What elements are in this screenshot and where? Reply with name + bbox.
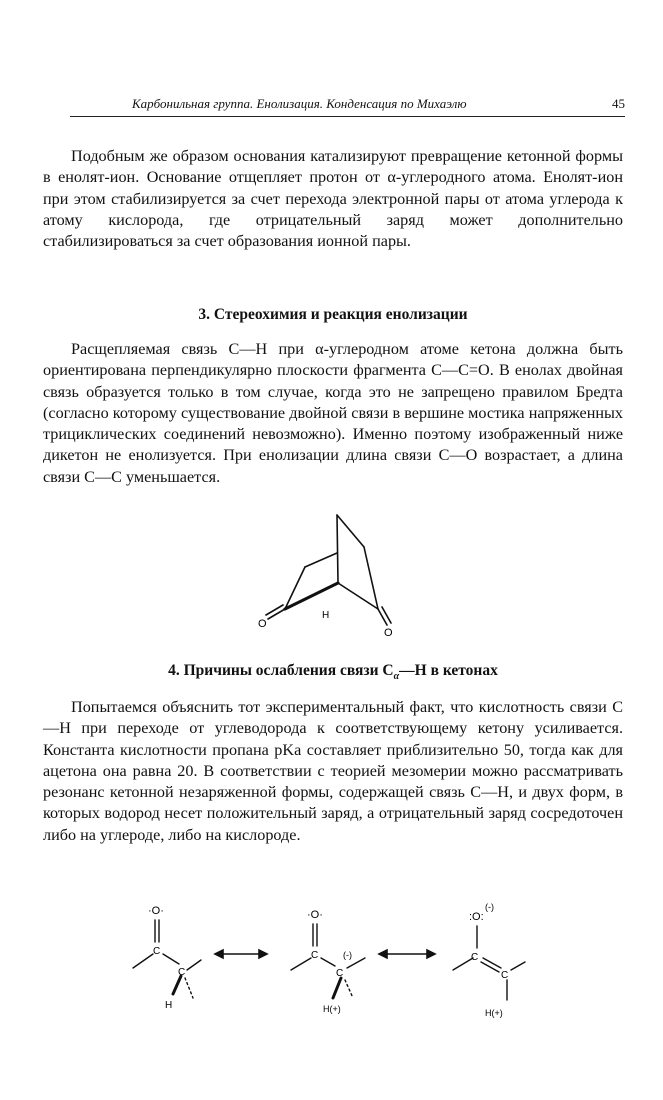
- form3-carbon-1: C: [471, 952, 479, 963]
- carbonyl-bond-right-2: [382, 607, 391, 623]
- ring-bond-lower-right: [338, 583, 378, 609]
- form2-carbon-1: C: [311, 950, 319, 961]
- paragraph-text: Расщепляемая связь С—Н при α-углеродном атоме кетона должна быть ориентирована перпендикулярно плоскости фрагмента С—С=О. В енолах двойная связь образуется только в том случае, когда это не запрещено правилом Бредта (согласно которому существование двойной связи в вершине мостика напряженных трициклических соединений невозможно). Именно поэтому изображенный ниже дикетон не енолизуется. При енолизации длина связи С—О возрастает, а длина связи С—С уменьшается.: [43, 340, 623, 486]
- heading-prefix: 4. Причины ослабления связи С: [168, 662, 394, 679]
- bridge-bond-right: [337, 515, 364, 547]
- carbonyl-bond-left-1: [268, 609, 285, 619]
- ring-bond-upper-left: [305, 553, 337, 567]
- carbonyl-bond-left-2: [266, 605, 283, 615]
- oxygen-label-right: O: [384, 627, 393, 639]
- carbonyl-bond-right-1: [378, 609, 387, 625]
- form2-hydrogen: H(+): [323, 1004, 341, 1014]
- form3-negative-charge: (-): [485, 902, 494, 912]
- form2-carbon-2: C: [336, 968, 344, 979]
- paragraph-enolate-stabilization: [43, 146, 623, 252]
- paragraph-text: Попытаемся объяснить тот экспериментальный факт, что кислотность связи С—Н при переходе от углеводорода к соответствующему кетону усиливается. Константа кислотности пропана pKa составляет приблизительно 50, тогда как для ацетона она равна 20. В соответствии с теорией мезомерии можно рассматривать резонанс кетонной незаряженной формы, содержащей связь С—Н, и двух форм, в которых водород несет положительный заряд, а отрицательный заряд сосредоточен либо на углероде, либо на кислороде.: [43, 698, 623, 844]
- form2-negative-charge: (-): [343, 950, 352, 960]
- resonance-form-enolate: [453, 902, 525, 1018]
- ring-bond-right: [364, 547, 378, 609]
- heading-subscript: α: [393, 671, 400, 683]
- form1-hydrogen: H: [165, 1000, 173, 1011]
- form1-carbon-1: C: [153, 946, 161, 957]
- resonance-arrow-2: [379, 950, 435, 958]
- heading-suffix: —Н в кетонах: [399, 662, 498, 679]
- oxygen-label-left: O: [258, 618, 267, 630]
- section-4-heading: [43, 662, 623, 682]
- form1-oxygen: ·O·: [148, 905, 164, 917]
- form2-oxygen: ·O·: [307, 909, 323, 921]
- form3-oxygen: :O:: [469, 911, 484, 923]
- resonance-scheme: [115, 898, 535, 1028]
- resonance-arrow-1: [215, 950, 267, 958]
- bicyclic-diketone-structure: [230, 505, 400, 640]
- resonance-form-carbanion: [291, 909, 365, 1014]
- running-header: [70, 96, 625, 114]
- section-3-heading: 3. Стереохимия и реакция енолизации: [198, 306, 468, 323]
- form1-carbon-2: C: [178, 967, 186, 978]
- page-number: 45: [612, 96, 625, 111]
- running-title: Карбонильная группа. Енолизация. Конденсация по Михаэлю: [132, 96, 467, 111]
- paragraph-text: Подобным же образом основания катализируют превращение кетонной формы в енолят-ион. Основание отщепляет протон от α-углеродного атома. Енолят-ион при этом стабилизируется за счет перехода электронной пары от атома углерода к атому кислорода, где отрицательный заряд может дополнительно стабилизироваться за счет образования ионной пары.: [43, 147, 623, 251]
- hydrogen-label: H: [322, 610, 330, 621]
- paragraph-acidity: [43, 697, 623, 846]
- wedge-bond: [285, 583, 338, 609]
- form3-hydrogen: H(+): [485, 1008, 503, 1018]
- form3-carbon-2: C: [501, 970, 509, 981]
- resonance-form-ketone: [133, 905, 201, 1011]
- paragraph-stereochemistry: [43, 339, 623, 488]
- header-rule: [70, 116, 625, 117]
- bridge-bond-center: [337, 515, 338, 583]
